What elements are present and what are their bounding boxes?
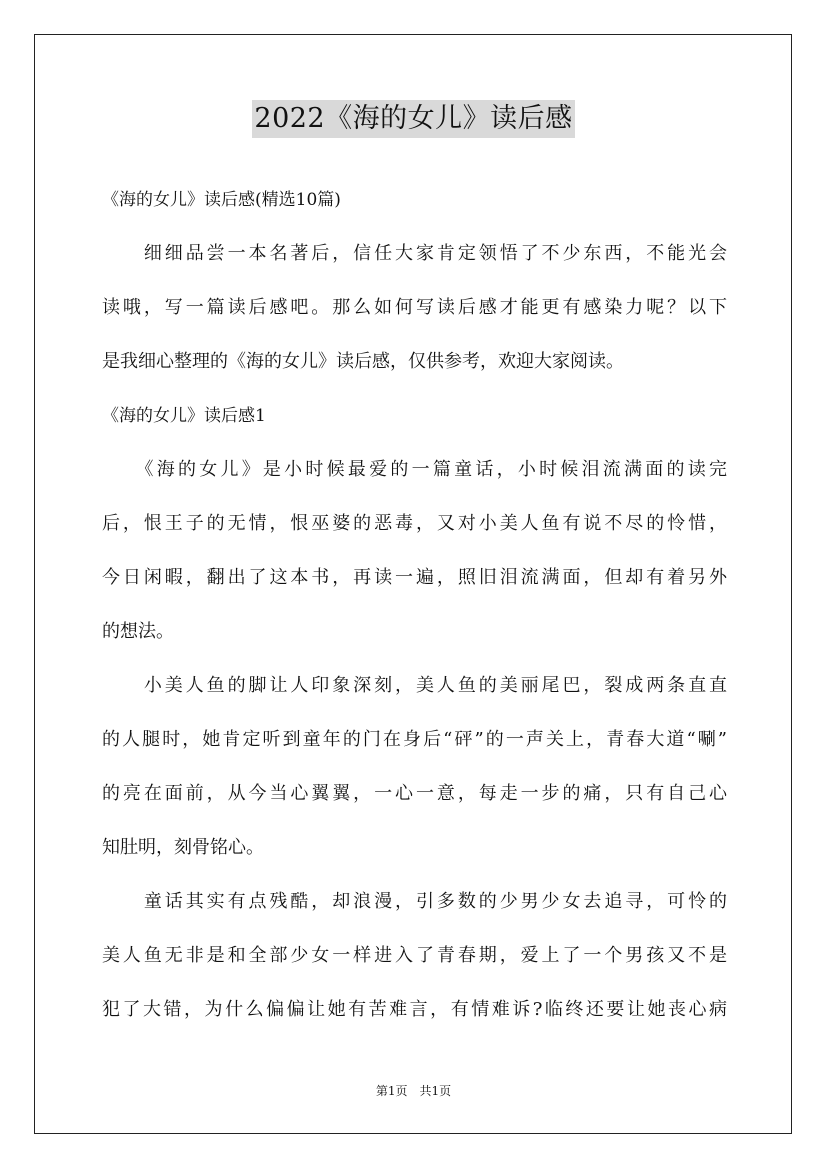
title-container [0,100,827,138]
text-line: 后，恨王子的无情，恨巫婆的恶毒，又对小美人鱼有说不尽的怜惜， [102,513,727,534]
page-number: 第1页 [375,1084,408,1098]
text-line: 的想法。 [102,621,174,642]
text-line: 今日闲暇，翻出了这本书，再读一遍，照旧泪流满面，但却有着另外 [102,567,727,588]
text-line: 是我细心整理的《海的女儿》读后感，仅供参考，欢迎大家阅读。 [102,351,624,372]
document-body [102,173,727,1037]
page-footer [0,1082,827,1100]
section-heading: 《海的女儿》读后感(精选10篇) [102,190,341,210]
document-title: 2022《海的女儿》读后感 [252,100,574,138]
section-heading: 《海的女儿》读后感1 [102,406,266,426]
text-line: 读哦，写一篇读后感吧。那么如何写读后感才能更有感染力呢？以下 [102,297,727,318]
page-total: 共1页 [419,1084,452,1098]
text-line: 《海的女儿》是小时候最爱的一篇童话，小时候泪流满面的读完 [102,459,727,480]
text-line: 知肚明，刻骨铭心。 [102,837,264,858]
text-line: 细细品尝一本名著后，信任大家肯定领悟了不少东西，不能光会 [102,243,727,264]
text-line: 童话其实有点残酷，却浪漫，引多数的少男少女去追寻，可怜的 [102,891,727,912]
text-line: 的人腿时，她肯定听到童年的门在身后“砰”的一声关上，青春大道“唰” [102,729,727,750]
text-line: 小美人鱼的脚让人印象深刻，美人鱼的美丽尾巴，裂成两条直直 [102,675,727,696]
text-line: 的亮在面前，从今当心翼翼，一心一意，每走一步的痛，只有自己心 [102,783,727,804]
text-line: 犯了大错，为什么偏偏让她有苦难言，有情难诉?临终还要让她丧心病 [102,999,727,1020]
text-line: 美人鱼无非是和全部少女一样进入了青春期，爱上了一个男孩又不是 [102,945,727,966]
